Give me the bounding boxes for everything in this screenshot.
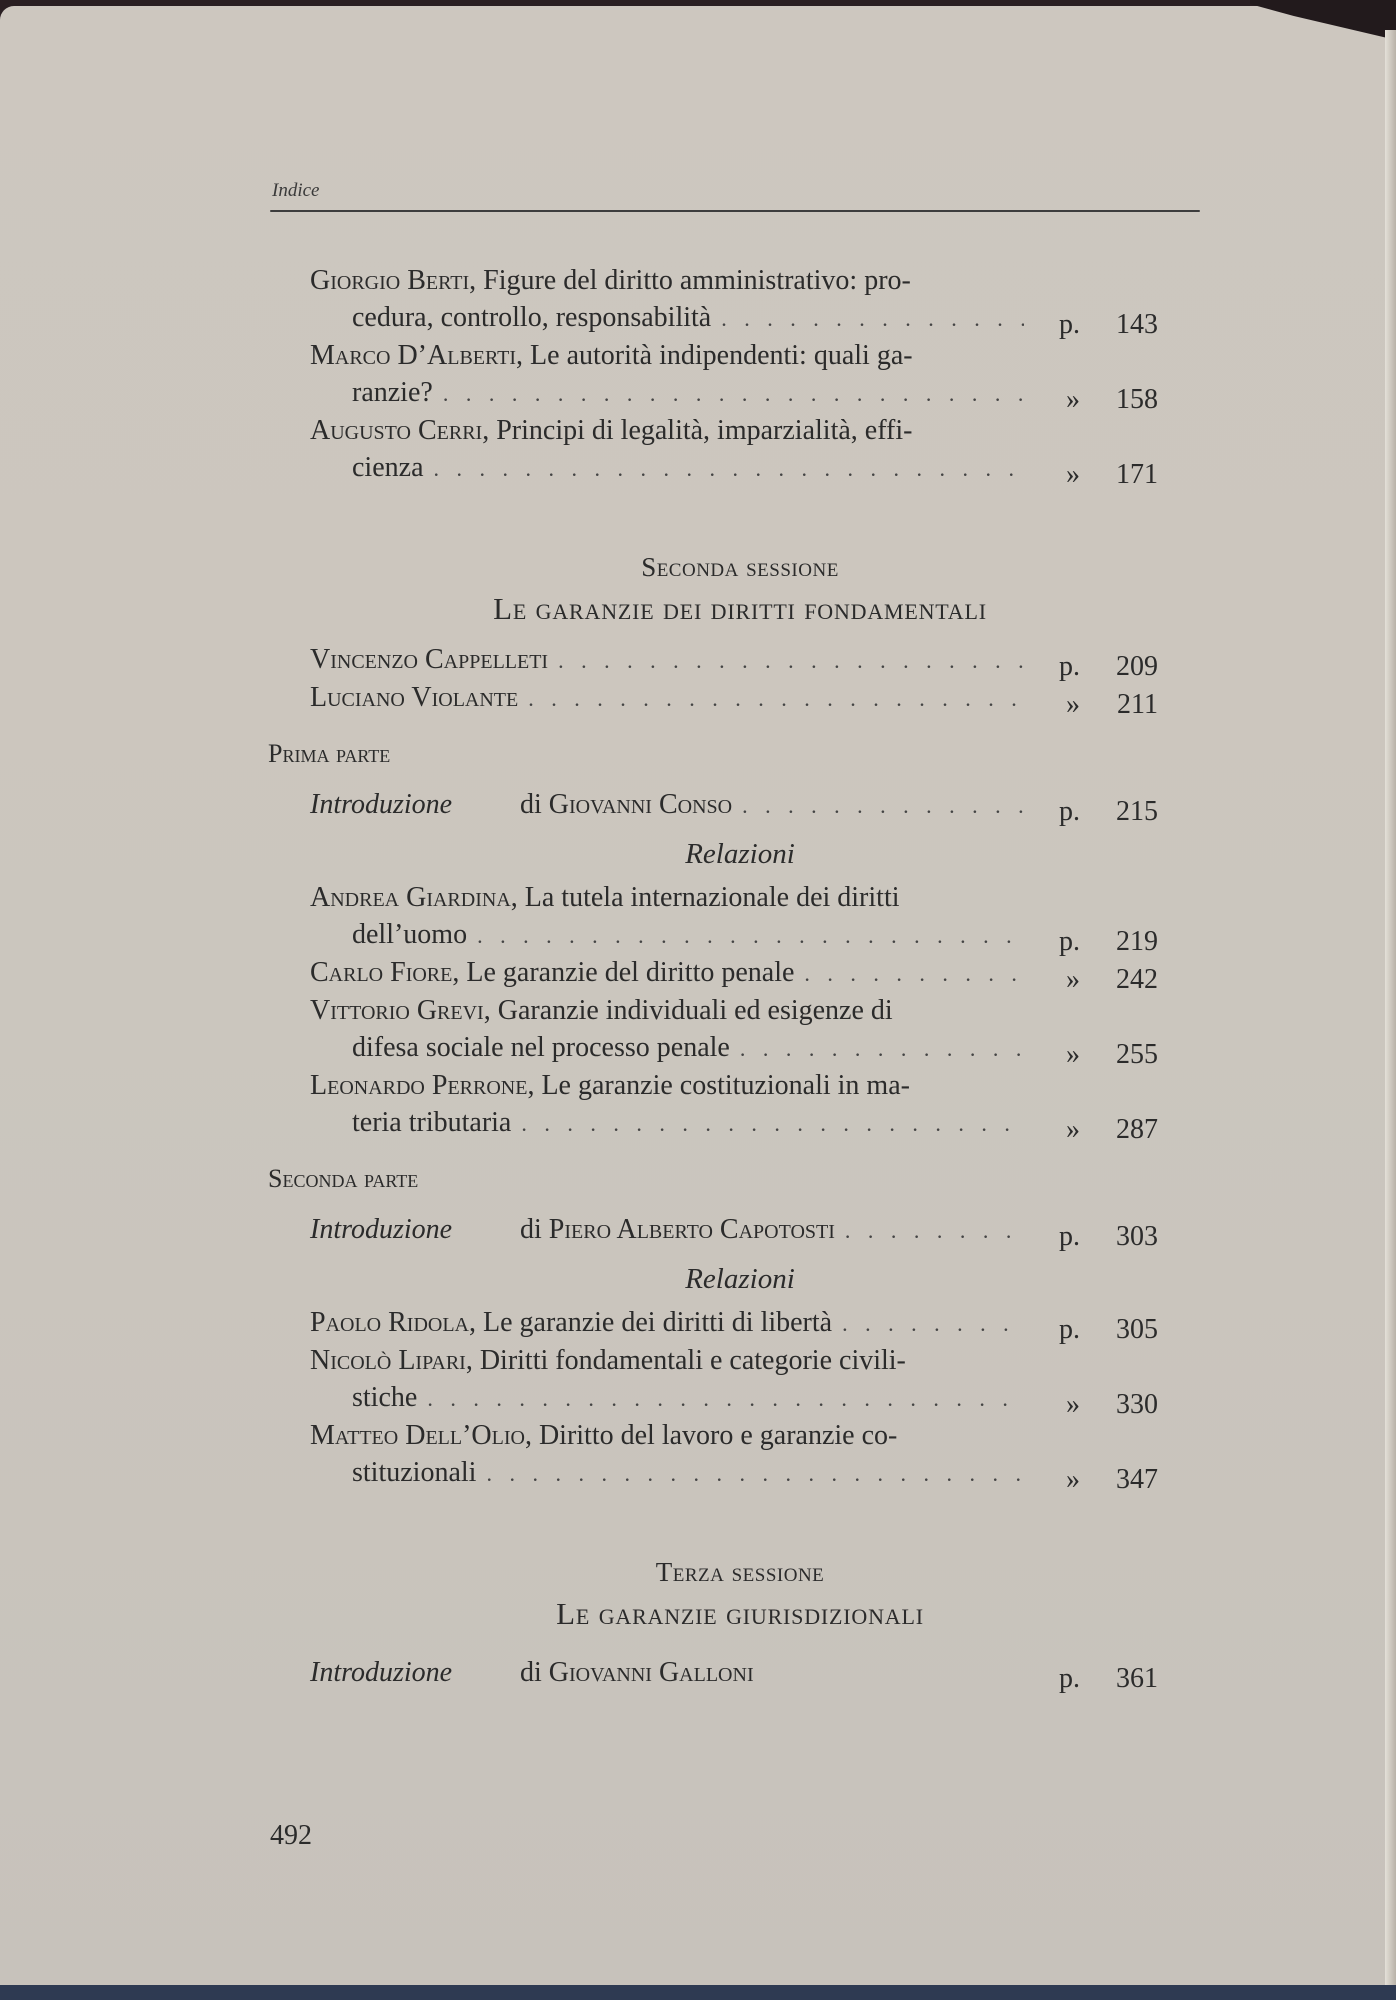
entry-author: Paolo Ridola bbox=[310, 1307, 470, 1338]
toc-entry bbox=[310, 1342, 1170, 1420]
page-number: 219 bbox=[1116, 926, 1158, 957]
entry-author: Leonardo Perrone bbox=[310, 1070, 528, 1101]
page-ref: » 347 bbox=[1040, 1461, 1170, 1498]
page-ref: p. 219 bbox=[1040, 923, 1170, 960]
intro-prefix: di bbox=[520, 789, 542, 820]
entry-title-cont: dell’uomo bbox=[352, 919, 468, 950]
page-ref: » 242 bbox=[1040, 961, 1170, 998]
intro-prefix: di bbox=[520, 1214, 542, 1245]
entry-title-cont: stiche bbox=[352, 1382, 418, 1413]
intro-prefix: di bbox=[520, 1657, 542, 1688]
page-ref: p. 209 bbox=[1040, 648, 1170, 685]
page-number: 211 bbox=[1117, 689, 1158, 720]
dot-leader bbox=[845, 1212, 1024, 1249]
dot-leader bbox=[486, 1455, 1024, 1492]
entry-title-cont: cedura, controllo, responsabilità bbox=[352, 302, 712, 333]
entry-title: , Garanzie individuali ed esigenze di bbox=[483, 995, 893, 1026]
part-title: Prima parte bbox=[268, 739, 391, 768]
relazioni-heading: Relazioni bbox=[685, 1263, 795, 1295]
page-number: 209 bbox=[1116, 651, 1158, 682]
page-number: 361 bbox=[1116, 1663, 1158, 1694]
toc-entry bbox=[310, 412, 1170, 490]
page-number: 287 bbox=[1116, 1114, 1158, 1145]
toc-entry bbox=[310, 1067, 1170, 1145]
page-ref: p. 143 bbox=[1040, 306, 1170, 343]
introduction-entry bbox=[310, 1211, 1170, 1252]
dot-leader bbox=[558, 642, 1024, 679]
intro-author: Piero Alberto Capotosti bbox=[548, 1214, 835, 1245]
dot-leader bbox=[477, 917, 1024, 954]
entry-title-cont: cienza bbox=[352, 452, 424, 483]
page-number-folio: 492 bbox=[270, 1820, 312, 1851]
introduction-entry bbox=[310, 1654, 1170, 1694]
page-number: 303 bbox=[1116, 1221, 1158, 1252]
toc-entry bbox=[310, 879, 1170, 957]
part-title: Seconda parte bbox=[268, 1164, 419, 1193]
page-number: 171 bbox=[1116, 459, 1158, 490]
page-number: 347 bbox=[1116, 1464, 1158, 1495]
page-ref: p. 361 bbox=[1040, 1660, 1170, 1697]
header-rule bbox=[270, 210, 1200, 212]
intro-label: Introduzione bbox=[310, 1214, 453, 1245]
toc-entry bbox=[310, 641, 1170, 682]
intro-label: Introduzione bbox=[310, 789, 453, 820]
session-title: Le garanzie dei diritti fondamentali bbox=[493, 591, 987, 626]
running-head: Indice bbox=[272, 180, 320, 201]
entry-title: , La tutela internazionale dei diritti bbox=[510, 882, 900, 913]
entry-title: , Principi di legalità, imparzialità, effi- bbox=[482, 415, 913, 446]
page-ref: p. 215 bbox=[1040, 793, 1170, 830]
session-label: Seconda sessione bbox=[641, 552, 839, 582]
dot-leader bbox=[528, 680, 1024, 717]
toc-entry bbox=[310, 992, 1170, 1070]
toc-entry bbox=[310, 954, 1170, 995]
speaker-name: Vincenzo Cappelleti bbox=[310, 644, 549, 675]
page-number: 215 bbox=[1116, 796, 1158, 827]
entry-title-cont: teria tributaria bbox=[352, 1107, 512, 1138]
page-edge bbox=[1385, 30, 1396, 1990]
page-ref: p. 305 bbox=[1040, 1311, 1170, 1348]
page-ref: » 158 bbox=[1040, 381, 1170, 418]
entry-title: , Le garanzie dei diritti di libertà bbox=[469, 1307, 833, 1338]
toc-entry bbox=[310, 337, 1170, 415]
page-number: 242 bbox=[1116, 964, 1158, 995]
entry-author: Nicolò Lipari bbox=[310, 1345, 466, 1376]
entry-author: Carlo Fiore bbox=[310, 957, 453, 988]
entry-author: Augusto Cerri bbox=[310, 415, 483, 446]
entry-author: Vittorio Grevi bbox=[310, 995, 484, 1026]
page-ref: » 171 bbox=[1040, 456, 1170, 493]
page-ref: » 211 bbox=[1040, 686, 1170, 723]
entry-title-cont: ranzie? bbox=[352, 377, 433, 408]
speaker-name: Luciano Violante bbox=[310, 682, 519, 713]
session-label: Terza sessione bbox=[655, 1557, 825, 1587]
page-ref: » 287 bbox=[1040, 1111, 1170, 1148]
introduction-entry bbox=[310, 786, 1170, 827]
entry-title: , Le garanzie del diritto penale bbox=[452, 957, 795, 988]
dot-leader bbox=[521, 1105, 1024, 1142]
entry-title-cont: difesa sociale nel processo penale bbox=[352, 1032, 730, 1063]
dot-leader bbox=[740, 1030, 1024, 1067]
entry-title: , Diritti fondamentali e categorie civili- bbox=[465, 1345, 906, 1376]
table-of-contents bbox=[268, 262, 1170, 1694]
entry-title: , Diritto del lavoro e garanzie co- bbox=[524, 1420, 898, 1451]
entry-title: , Figure del diritto amministrativo: pro- bbox=[469, 265, 911, 296]
dot-leader bbox=[742, 787, 1024, 824]
page-ref: » 330 bbox=[1040, 1386, 1170, 1423]
entry-author: Matteo Dell’Olio bbox=[310, 1420, 525, 1451]
dot-leader bbox=[842, 1305, 1024, 1342]
page-number: 305 bbox=[1116, 1314, 1158, 1345]
entry-author: Giorgio Berti bbox=[310, 265, 470, 296]
toc-entry bbox=[310, 1417, 1170, 1495]
entry-author: Marco D’Alberti bbox=[310, 340, 517, 371]
dot-leader bbox=[804, 955, 1024, 992]
toc-entry bbox=[310, 1304, 1170, 1345]
page-number: 143 bbox=[1116, 309, 1158, 340]
relazioni-heading: Relazioni bbox=[685, 838, 795, 870]
entry-author: Andrea Giardina bbox=[310, 882, 511, 913]
entry-title: , Le autorità indipendenti: quali ga- bbox=[516, 340, 913, 371]
page-number: 330 bbox=[1116, 1389, 1158, 1420]
page-number: 158 bbox=[1116, 384, 1158, 415]
dot-leader bbox=[434, 450, 1025, 487]
entry-title: , Le garanzie costituzionali in ma- bbox=[527, 1070, 910, 1101]
dot-leader bbox=[427, 1380, 1024, 1417]
page-ref: » 255 bbox=[1040, 1036, 1170, 1073]
intro-label: Introduzione bbox=[310, 1657, 453, 1688]
table-surface bbox=[0, 1985, 1396, 2000]
page-ref: p. 303 bbox=[1040, 1218, 1170, 1255]
page-number: 255 bbox=[1116, 1039, 1158, 1070]
dot-leader bbox=[443, 375, 1024, 412]
intro-author: Giovanni Galloni bbox=[548, 1657, 754, 1688]
toc-entry bbox=[310, 679, 1170, 720]
session-title: Le garanzie giurisdizionali bbox=[556, 1596, 924, 1631]
intro-author: Giovanni Conso bbox=[548, 789, 733, 820]
dot-leader bbox=[721, 300, 1024, 337]
entry-title-cont: stituzionali bbox=[352, 1457, 477, 1488]
toc-entry bbox=[310, 262, 1170, 340]
